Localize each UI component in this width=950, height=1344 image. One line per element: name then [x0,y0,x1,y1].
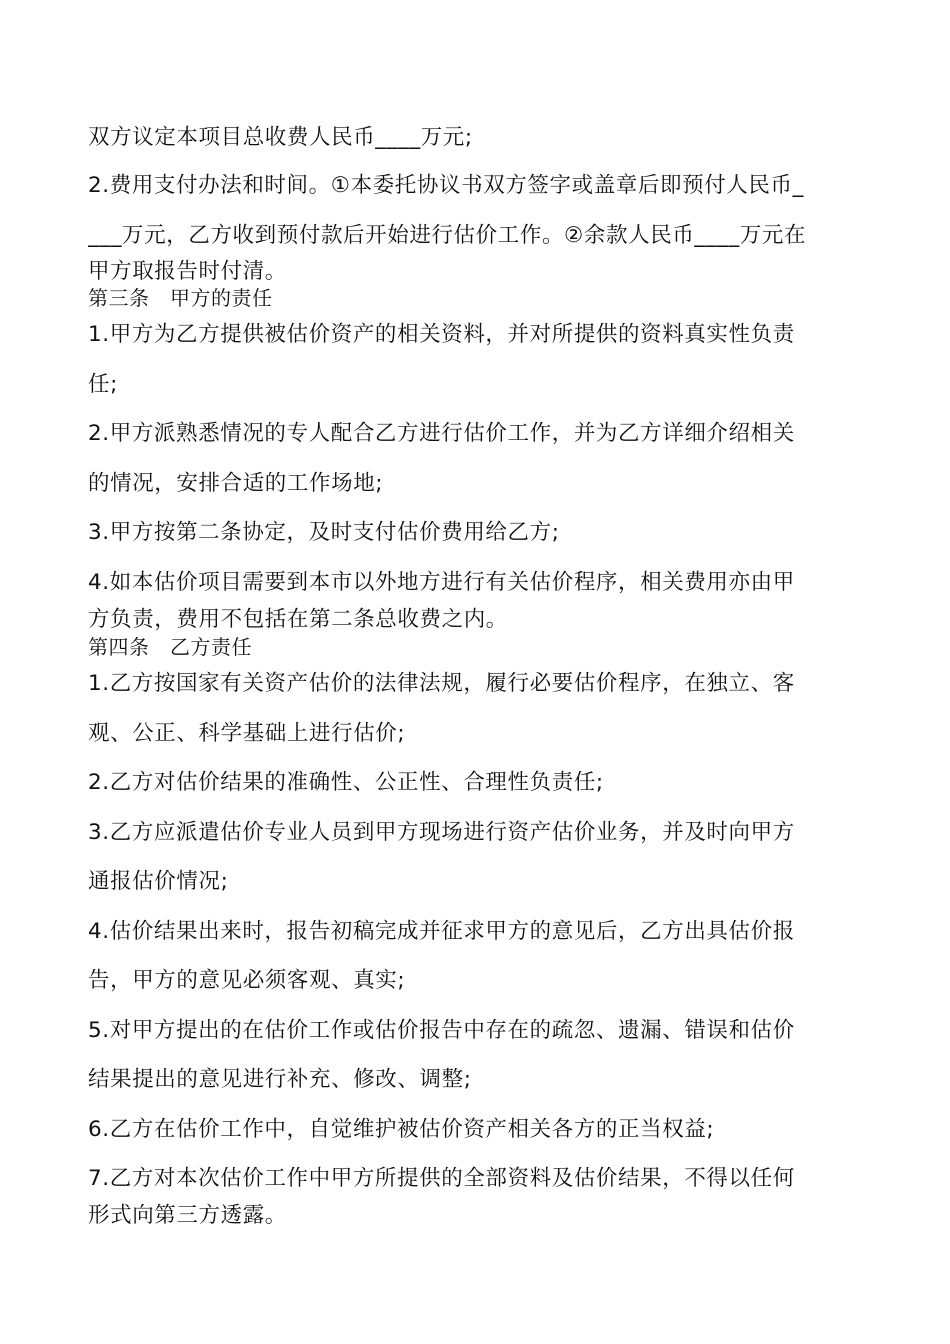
text-line: 7.乙方对本次估价工作中甲方所提供的全部资料及估价结果，不得以任何 [88,1166,795,1191]
text-line: 形式向第三方透露。 [88,1203,287,1228]
text-line: 双方议定本项目总收费人民币____万元; [88,125,473,150]
text-line: 3.乙方应派遣估价专业人员到甲方现场进行资产估价业务，并及时向甲方 [88,820,795,845]
text-line: 告，甲方的意见必须客观、真实; [88,968,406,993]
text-line: 通报估价情况; [88,869,229,894]
text-line: 1.乙方按国家有关资产估价的法律法规，履行必要估价程序，在独立、客 [88,671,795,696]
section-heading-3: 第三条 甲方的责任 [88,286,273,310]
text-line: 4.如本估价项目需要到本市以外地方进行有关估价程序，相关费用亦由甲 [88,570,795,595]
text-line: 2.甲方派熟悉情况的专人配合乙方进行估价工作，并为乙方详细介绍相关 [88,421,795,446]
text-line: 4.估价结果出来时，报告初稿完成并征求甲方的意见后，乙方出具估价报 [88,919,795,944]
text-line: 方负责，费用不包括在第二条总收费之内。 [88,607,508,632]
text-line: 结果提出的意见进行补充、修改、调整; [88,1067,472,1092]
text-line: 的情况，安排合适的工作场地; [88,471,384,496]
text-line: 观、公正、科学基础上进行估价; [88,721,406,746]
text-line: 1.甲方为乙方提供被估价资产的相关资料，并对所提供的资料真实性负责 [88,322,795,347]
text-line: 5.对甲方提出的在估价工作或估价报告中存在的疏忽、遗漏、错误和估价 [88,1018,795,1043]
text-line: 2.乙方对估价结果的准确性、公正性、合理性负责任; [88,770,604,795]
text-line: 任; [88,372,118,397]
text-line: 2.费用支付办法和时间。①本委托协议书双方签字或盖章后即预付人民币_ [88,173,804,198]
section-heading-4: 第四条 乙方责任 [88,635,252,659]
text-line: 甲方取报告时付清。 [88,259,287,284]
text-line: 6.乙方在估价工作中，自觉维护被估价资产相关各方的正当权益; [88,1117,715,1142]
text-line: ___万元，乙方收到预付款后开始进行估价工作。②余款人民币____万元在 [88,223,807,248]
text-line: 3.甲方按第二条协定，及时支付估价费用给乙方; [88,520,560,545]
